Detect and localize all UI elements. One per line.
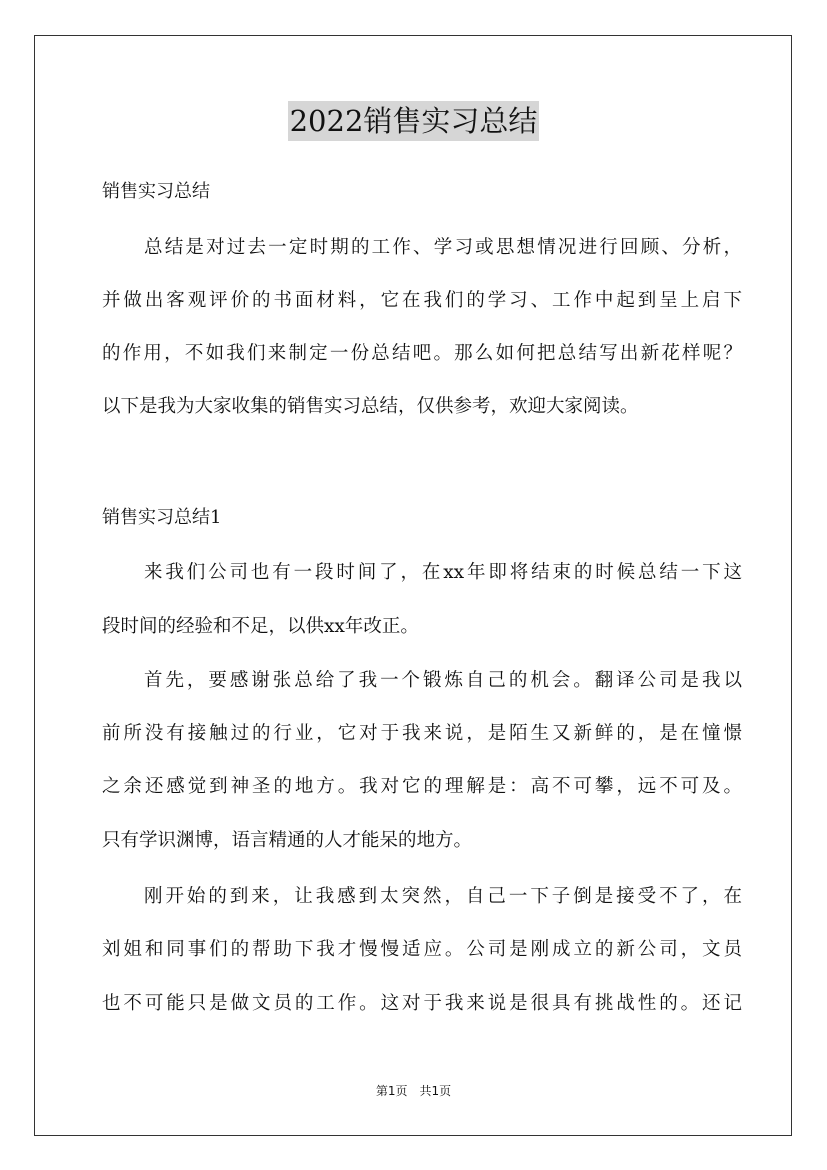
intro-line-4: 以下是我为大家收集的销售实习总结，仅供参考，欢迎大家阅读。	[102, 396, 639, 417]
page-number-current: 第1页	[375, 1084, 408, 1098]
title-container	[0, 101, 827, 141]
document-title: 2022销售实习总结	[288, 101, 540, 141]
page-footer	[0, 1083, 827, 1099]
section-line-5: 之余还感觉到神圣的地方。我对它的理解是：高不可攀，远不可及。	[102, 776, 742, 797]
intro-line-2: 并做出客观评价的书面材料，它在我们的学习、工作中起到呈上启下	[102, 290, 742, 311]
section-line-7: 刚开始的到来，让我感到太突然，自己一下子倒是接受不了，在	[144, 886, 742, 907]
section-line-8: 刘姐和同事们的帮助下我才慢慢适应。公司是刚成立的新公司，文员	[102, 939, 742, 960]
section-line-2: 段时间的经验和不足，以供xx年改正。	[102, 616, 419, 637]
section-line-6: 只有学识渊博，语言精通的人才能呆的地方。	[102, 830, 473, 851]
document-subtitle: 销售实习总结	[102, 181, 210, 202]
section-line-1: 来我们公司也有一段时间了，在xx年即将结束的时候总结一下这	[144, 562, 742, 583]
section-line-4: 前所没有接触过的行业，它对于我来说，是陌生又新鲜的，是在憧憬	[102, 723, 742, 744]
intro-line-1: 总结是对过去一定时期的工作、学习或思想情况进行回顾、分析，	[144, 237, 742, 258]
section-line-9: 也不可能只是做文员的工作。这对于我来说是很具有挑战性的。还记	[102, 993, 742, 1014]
section-heading: 销售实习总结1	[102, 507, 222, 528]
intro-line-3: 的作用，不如我们来制定一份总结吧。那么如何把总结写出新花样呢？	[102, 343, 742, 364]
section-line-3: 首先，要感谢张总给了我一个锻炼自己的机会。翻译公司是我以	[144, 670, 742, 691]
page-number-total: 共1页	[419, 1084, 452, 1098]
